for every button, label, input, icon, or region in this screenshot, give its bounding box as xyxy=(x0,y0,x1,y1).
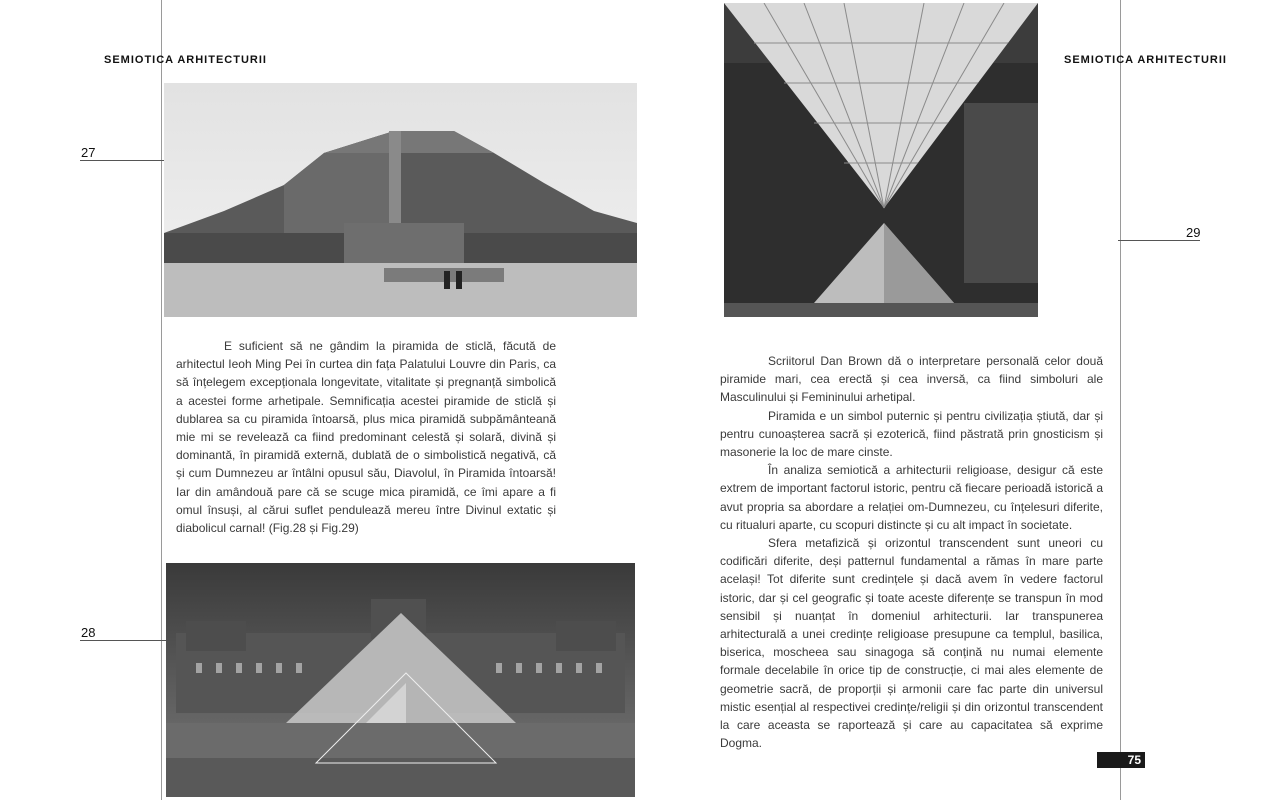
photo-pyramid-of-the-sun xyxy=(164,83,637,317)
figure-29-leader-line xyxy=(1118,240,1200,241)
right-page-text xyxy=(720,352,1103,752)
right-margin-line xyxy=(1120,0,1121,800)
right-paragraph-4: Sfera metafizică și orizontul transcendent sunt uneori cu codificări diferite, deși patternul fundamental a rămas în mare parte același! Tot diferite sunt credințele și dacă avem în vedere factorul istoric, dar și cel geografic și toate aceste diferențe se transpun în mod sensibil și nuanțat în domeniul arhitecturii. Iar transpunerea arhitecturală a unei credințe religioase presupune ca templul, basilica, biserica, moscheea sau sinagoga să conțină nu numai elemente formale decelabile în orice tip de construcție, ci mai ales elemente de geometrie sacră, de proporții și armonii care fac parte din universul mistic esențial al respectivei credințe/religii și din orizontul transcendent la care aceasta se raportează și care au capacitatea să exprime Dogma. xyxy=(720,536,1103,751)
running-header-right: SEMIOTICA ARHITECTURII xyxy=(1064,54,1227,66)
photo-inverted-pyramid xyxy=(724,3,1038,317)
right-paragraph-2: Piramida e un simbol puternic și pentru civilizația știută, dar și pentru cunoașterea sacră și ezoterică, fiind păstrată prin gnosticism și masonerie la loc de mare cinste. xyxy=(720,408,1103,460)
page-number: 75 xyxy=(1097,752,1145,768)
right-paragraph-1: Scriitorul Dan Brown dă o interpretare personală celor două piramide mari, cea erectă și cea inversă, ca fiind simboluri ale Masculinului și Femininului arhetipal. xyxy=(720,354,1103,405)
left-margin-line xyxy=(161,0,162,800)
figure-27-leader-line xyxy=(80,160,164,161)
left-paragraph: E suficient să ne gândim la piramida de sticlă, făcută de arhitectul Ieoh Ming Pei în curtea din fața Palatului Louvre din Paris, ca să înțelegem excepționala longevitate, vitalitate și pregnanță simbolică a acestei forme arhetipale. Semnificația acestei piramide de sticlă și dublarea sa cu piramida întoarsă, plus mica piramidă subpământeană mie mi se revelează ca fiind predominant celestă și solară, divină și dominantă, în piramidă externă, dublată de o simbolistică negativă, că și cum Dumnezeu ar întâlni opusul său, Diavolul, în Piramida întoarsă! Iar din amândouă pare că se scuge mica piramidă, ce îmi apare a fi omul însuși, al cărui suflet pendulează mereu între Divinul extatic și diabolicul carnal! (Fig.28 și Fig.29) xyxy=(176,339,556,536)
right-paragraph-3: În analiza semiotică a arhitecturii religioase, desigur că este extrem de important factorul istoric, pentru că fiecare perioadă istorică a avut propria sa abordare a relației om-Dumnezeu, cu înțelesuri diferite, cu ritualuri aparte, cu scopuri distincte și cu alt impact în societate. xyxy=(720,463,1103,532)
photo-louvre-pyramid-night xyxy=(166,563,635,797)
figure-number-27: 27 xyxy=(81,145,96,160)
figure-28-leader-line xyxy=(80,640,166,641)
left-page-text xyxy=(176,337,556,537)
figure-number-28: 28 xyxy=(81,625,96,640)
running-header-left: SEMIOTICA ARHITECTURII xyxy=(104,54,267,66)
figure-number-29: 29 xyxy=(1186,225,1201,240)
